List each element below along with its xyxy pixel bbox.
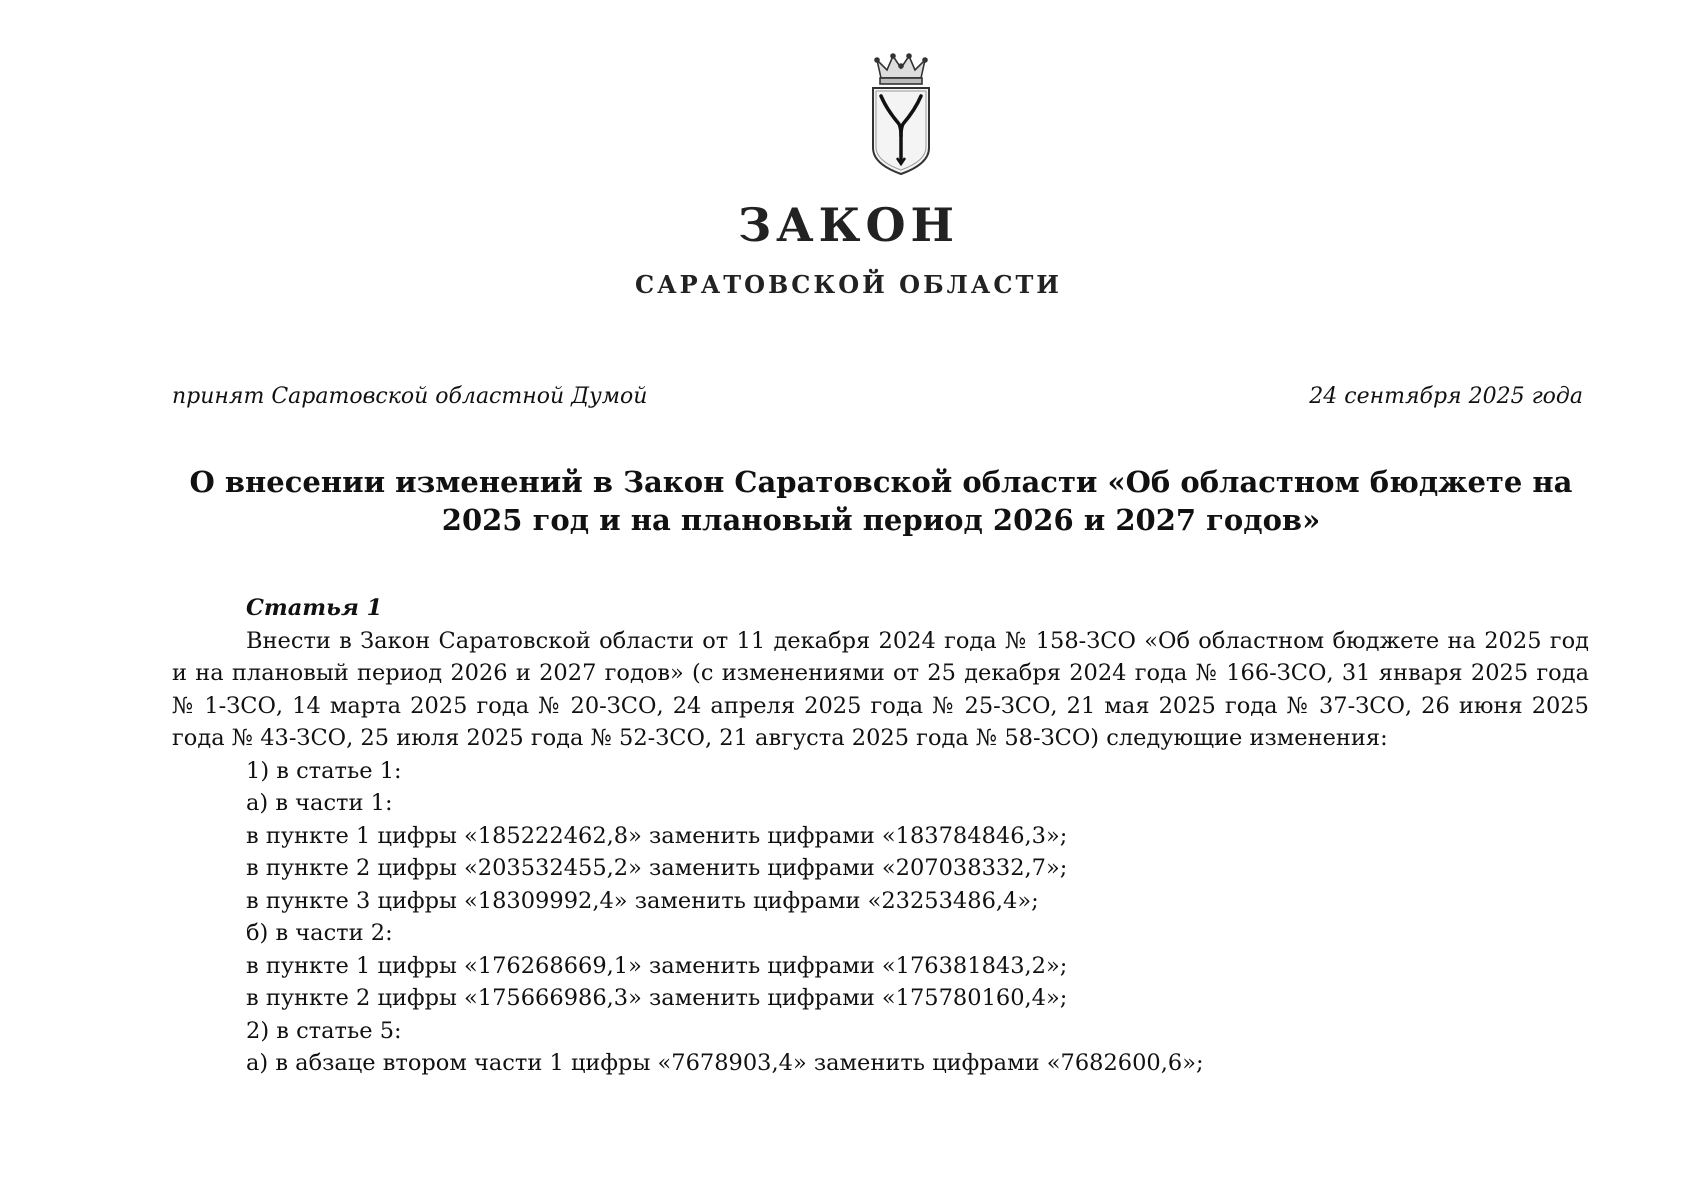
article-item: а) в части 1:	[246, 790, 393, 816]
article-item: в пункте 1 цифры «176268669,1» заменить цифрами «176381843,2»;	[246, 952, 1068, 979]
adoption-authority: принят Саратовской областной Думой	[172, 384, 648, 409]
article-body	[172, 592, 1589, 1080]
law-title-line-1: О внесении изменений в Закон Саратовской области «Об областном бюджете на	[189, 465, 1573, 499]
article-item: 2) в статье 5:	[246, 1017, 402, 1044]
law-title-line-2: 2025 год и на плановый период 2026 и 2027 годов»	[441, 503, 1321, 537]
document-subtitle: САРАТОВСКОЙ ОБЛАСТИ	[635, 270, 1062, 299]
article-item: в пункте 1 цифры «185222462,8» заменить цифрами «183784846,3»;	[246, 822, 1068, 849]
article-item: в пункте 2 цифры «175666986,3» заменить цифрами «175780160,4»;	[246, 985, 1068, 1011]
adoption-date: 24 сентября 2025 года	[1309, 384, 1583, 409]
article-item: а) в абзаце втором части 1 цифры «7678903,4» заменить цифрами «7682600,6»;	[246, 1050, 1204, 1076]
article-item: в пункте 3 цифры «18309992,4» заменить цифрами «23253486,4»;	[246, 887, 1039, 914]
article-intro-paragraph: Внести в Закон Саратовской области от 11 декабря 2024 года № 158-ЗСО «Об областном бюджете на 2025 год и на плановый период 2026 и 2027 годов» (с изменениями от 25 декабря 2024 года № 166-ЗСО, 31 января 2025 года № 1-ЗСО, 14 марта 2025 года № 20-ЗСО, 24 апреля 2025 года № 25-ЗСО, 21 мая 2025 года № 37-ЗСО, 26 июня 2025 года № 43-ЗСО, 25 июля 2025 года № 52-ЗСО, 21 августа 2025 года № 58-ЗСО) следующие изменения:	[172, 627, 1589, 751]
saratov-coat-of-arms-icon	[865, 52, 937, 176]
article-item: в пункте 2 цифры «203532455,2» заменить цифрами «207038332,7»;	[246, 855, 1068, 881]
article-item: 1) в статье 1:	[246, 757, 402, 784]
article-heading: Статья 1	[246, 595, 383, 621]
article-item: б) в части 2:	[246, 920, 393, 946]
document-title: ЗАКОН	[737, 198, 960, 252]
law-title	[172, 463, 1590, 539]
